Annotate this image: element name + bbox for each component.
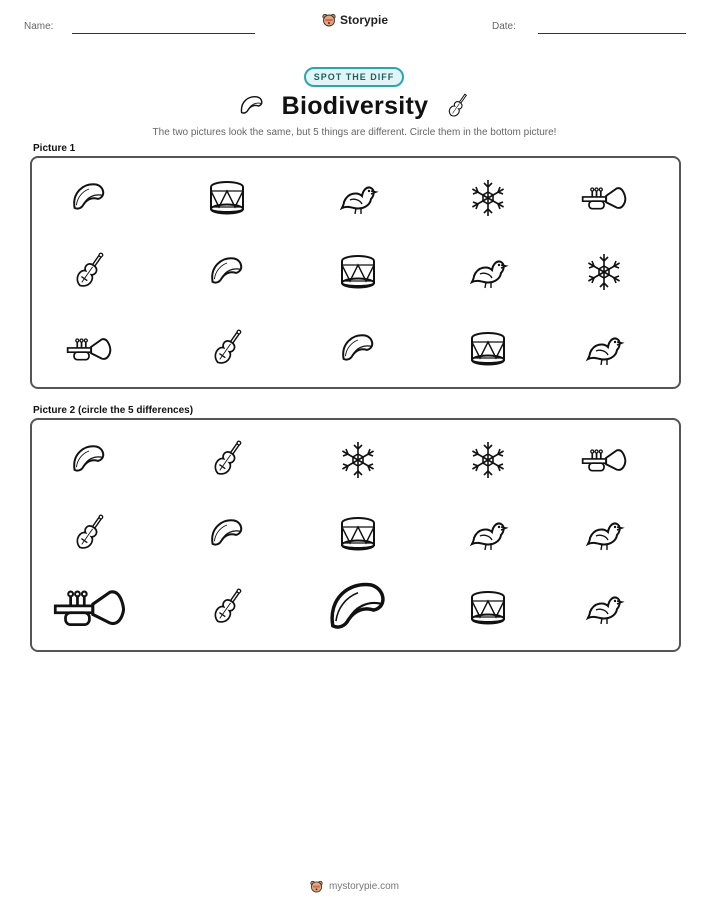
violin-icon [71, 249, 107, 295]
snowflake-icon[interactable] [338, 440, 378, 480]
violin-icon [445, 91, 469, 123]
brand-logo [322, 13, 388, 27]
picture-1-label: Picture 1 [33, 143, 76, 154]
spot-the-diff-badge: SPOT THE DIFF [304, 67, 404, 87]
name-line[interactable] [72, 33, 255, 34]
toucan-beak-icon[interactable] [69, 442, 109, 478]
toucan-beak-icon[interactable] [207, 516, 247, 552]
toucan-beak-icon [338, 331, 378, 367]
drum-icon[interactable] [468, 588, 508, 628]
drum-icon [207, 178, 247, 218]
footer [0, 880, 709, 893]
bird-icon [584, 329, 624, 369]
violin-icon [209, 326, 245, 372]
picture-2-label: Picture 2 (circle the 5 differences) [33, 405, 194, 416]
date-label: Date: [492, 21, 516, 32]
snowflake-icon[interactable] [468, 440, 508, 480]
page-title: Biodiversity [281, 92, 429, 120]
toucan-beak-icon [69, 180, 109, 216]
brand-name: Storypie [340, 13, 389, 27]
drum-icon [338, 252, 378, 292]
bird-icon [468, 252, 508, 292]
trumpet-icon[interactable] [580, 444, 628, 476]
violin-icon[interactable] [209, 585, 245, 631]
trumpet-icon[interactable] [51, 582, 128, 633]
storypie-bear-icon [322, 13, 336, 27]
toucan-beak-icon[interactable] [323, 577, 393, 640]
storypie-bear-icon [310, 880, 323, 893]
trumpet-icon [65, 333, 113, 365]
footer-site: mystorypie.com [328, 881, 399, 892]
trumpet-icon [580, 182, 628, 214]
violin-icon[interactable] [209, 437, 245, 483]
name-label: Name: [24, 21, 54, 32]
snowflake-icon [468, 178, 508, 218]
drum-icon[interactable] [338, 514, 378, 554]
bird-icon[interactable] [468, 514, 508, 554]
violin-icon[interactable] [71, 511, 107, 557]
instructions: The two pictures look the same, but 5 things are different. Circle them in the bottom picture! [152, 127, 557, 138]
drum-icon [468, 329, 508, 369]
snowflake-icon [584, 252, 624, 292]
toucan-beak-icon [207, 254, 247, 290]
date-line[interactable] [538, 33, 686, 34]
bird-icon [338, 178, 378, 218]
bird-icon[interactable] [584, 514, 624, 554]
bird-icon[interactable] [584, 588, 624, 628]
